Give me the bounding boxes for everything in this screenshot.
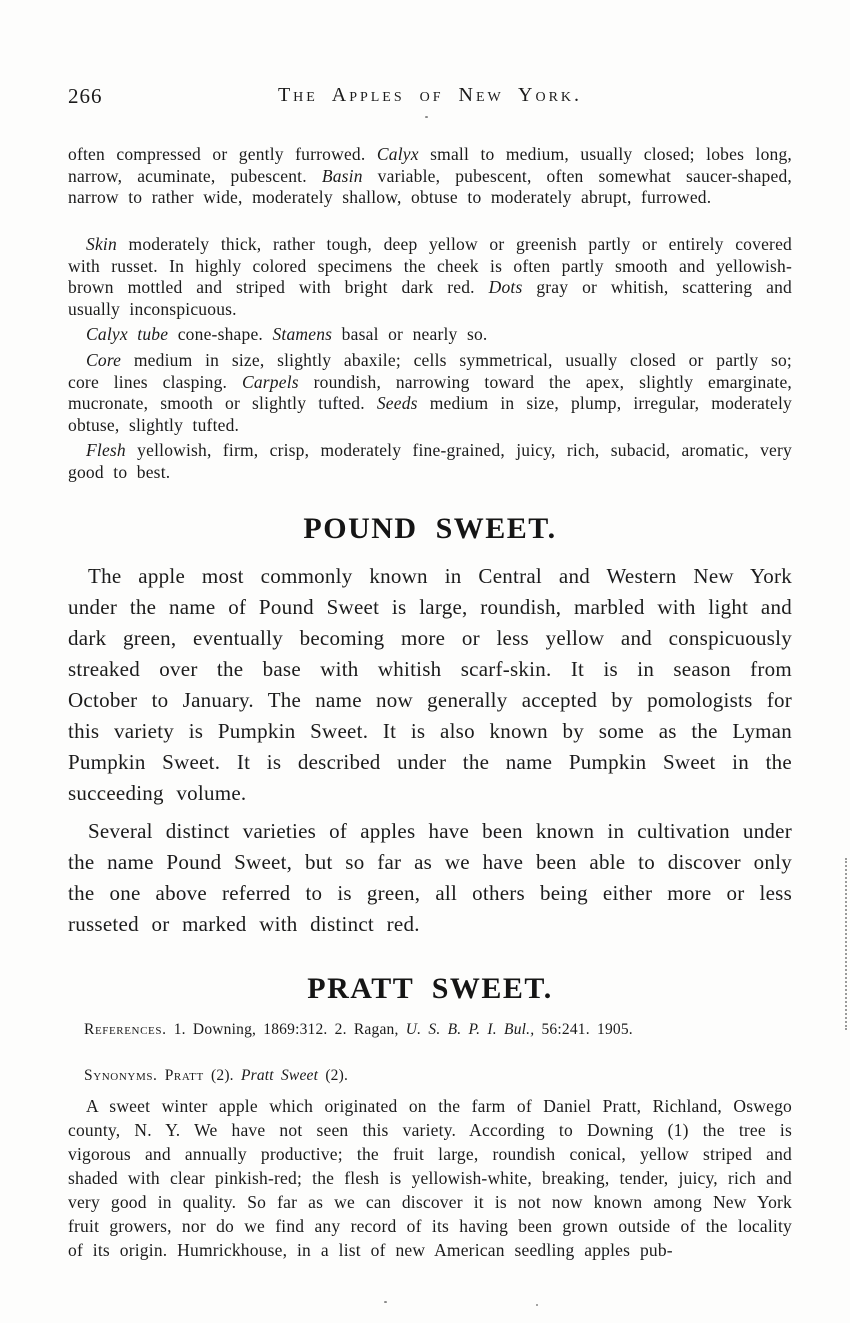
text-run: medium in size, plump, irregular, moderately obtuse, slightly tufted. <box>68 393 792 435</box>
text-run: medium in size, slightly abaxile; cells symmetrical, usually closed or partly so; core lines clasping. <box>68 350 792 392</box>
paragraph-core-carpels-seeds <box>68 350 792 436</box>
text-block <box>68 144 792 1286</box>
heading-pratt-sweet: PRATT SWEET. <box>307 972 553 1005</box>
styled-text-run: Flesh <box>86 440 126 460</box>
running-title: The Apples of New York. <box>277 84 583 106</box>
styled-text-run: Core <box>86 350 122 370</box>
scan-speck <box>536 1304 538 1306</box>
text-run: (2). <box>203 1067 241 1084</box>
text-run: 1. Downing, 1869:312. 2. Ragan, <box>166 1021 406 1038</box>
text-run: small to medium, usually closed; lobes long, narrow, acuminate, pubescent. <box>68 144 792 186</box>
text-run: gray or whitish, scattering and usually inconspicuous. <box>68 277 792 319</box>
references-line <box>68 1018 792 1064</box>
text-run: often compressed or gently furrowed. <box>68 144 377 164</box>
styled-text-run: Calyx tube <box>86 324 169 344</box>
text-run <box>158 1067 165 1084</box>
scan-artifact-line <box>845 858 847 1030</box>
styled-text-run: Calyx <box>376 144 419 164</box>
paragraph-calyx-basin <box>68 144 792 230</box>
page-number: 266 <box>68 84 103 108</box>
styled-text-run: Skin <box>86 234 117 254</box>
styled-text-run: Pratt Sweet <box>240 1067 319 1084</box>
paragraph-calyxtube-stamens <box>68 324 792 346</box>
text-run: moderately thick, rather tough, deep yellow or greenish partly or entirely covered with russet. In highly colored specimens the cheek is often partly smooth and yellowish-brown mottled and striped with bright dark red. <box>68 234 792 297</box>
paragraph-flesh <box>68 440 792 484</box>
scan-speck <box>425 116 428 118</box>
styled-text-run: U. S. B. P. I. Bul., <box>405 1021 535 1038</box>
text-run: 56:241. 1905. <box>534 1021 633 1038</box>
synonyms-line <box>68 1064 792 1087</box>
styled-text-run: Dots <box>488 277 523 297</box>
paragraph-skin-dots <box>68 234 792 320</box>
styled-text-run: Basin <box>321 165 363 186</box>
paragraph-pound-sweet-1: The apple most commonly known in Central and Western New York under the name of Pound Sweet is large, roundish, marbled with light and dark green, eventually becoming more or less yellow and conspicuously streaked over the base with whitish scarf-skin. It is in season from October to January. The name now generally accepted by pomologists for this variety is Pumpkin Sweet. It is also known by some as the Lyman Pumpkin Sweet. It is described under the name Pumpkin Sweet in the succeeding volume. <box>68 564 792 805</box>
styled-text-run: Stamens <box>272 324 333 344</box>
styled-text-run: Seeds <box>376 393 418 413</box>
text-run: yellowish, firm, crisp, moderately fine-grained, juicy, rich, subacid, aromatic, very good to best. <box>68 440 792 482</box>
paragraph-pratt-sweet-body: A sweet winter apple which originated on the farm of Daniel Pratt, Richland, Oswego county, N. Y. We have not seen this variety. According to Downing (1) the tree is vigorous and annually productive; the fruit large, roundish conical, yellow striped and shaded with clear pinkish-red; the flesh is yellowish-white, breaking, tender, juicy, rich and very good in quality. So far as we can discover it is not now known among New York fruit growers, nor do we find any record of its having been grown outside of the locality of its origin. Humrickhouse, in a list of new American seedling apples pub- <box>68 1096 792 1260</box>
text-run: cone-shape. <box>168 324 273 344</box>
scan-speck <box>384 1301 387 1303</box>
styled-text-run: References. <box>84 1021 167 1038</box>
paragraph-pound-sweet-2: Several distinct varieties of apples have been known in cultivation under the name Pound Sweet, but so far as we have been able to discover only the one above referred to is green, all others being either more or less russeted or marked with distinct red. <box>68 819 792 936</box>
page-header <box>68 84 792 110</box>
text-run: variable, pubescent, often somewhat saucer-shaped, narrow to rather wide, moderately shallow, obtuse to moderately abrupt, furrowed. <box>68 165 792 207</box>
heading-pound-sweet: POUND SWEET. <box>303 512 557 545</box>
styled-text-run: Pratt <box>164 1067 204 1084</box>
text-run: (2). <box>318 1067 349 1084</box>
styled-text-run: Carpels <box>241 371 299 392</box>
text-run: basal or nearly so. <box>332 324 488 344</box>
text-run: roundish, narrowing toward the apex, slightly emarginate, mucronate, smooth or slightly tufted. <box>68 371 792 413</box>
styled-text-run: Synonyms. <box>84 1067 158 1084</box>
